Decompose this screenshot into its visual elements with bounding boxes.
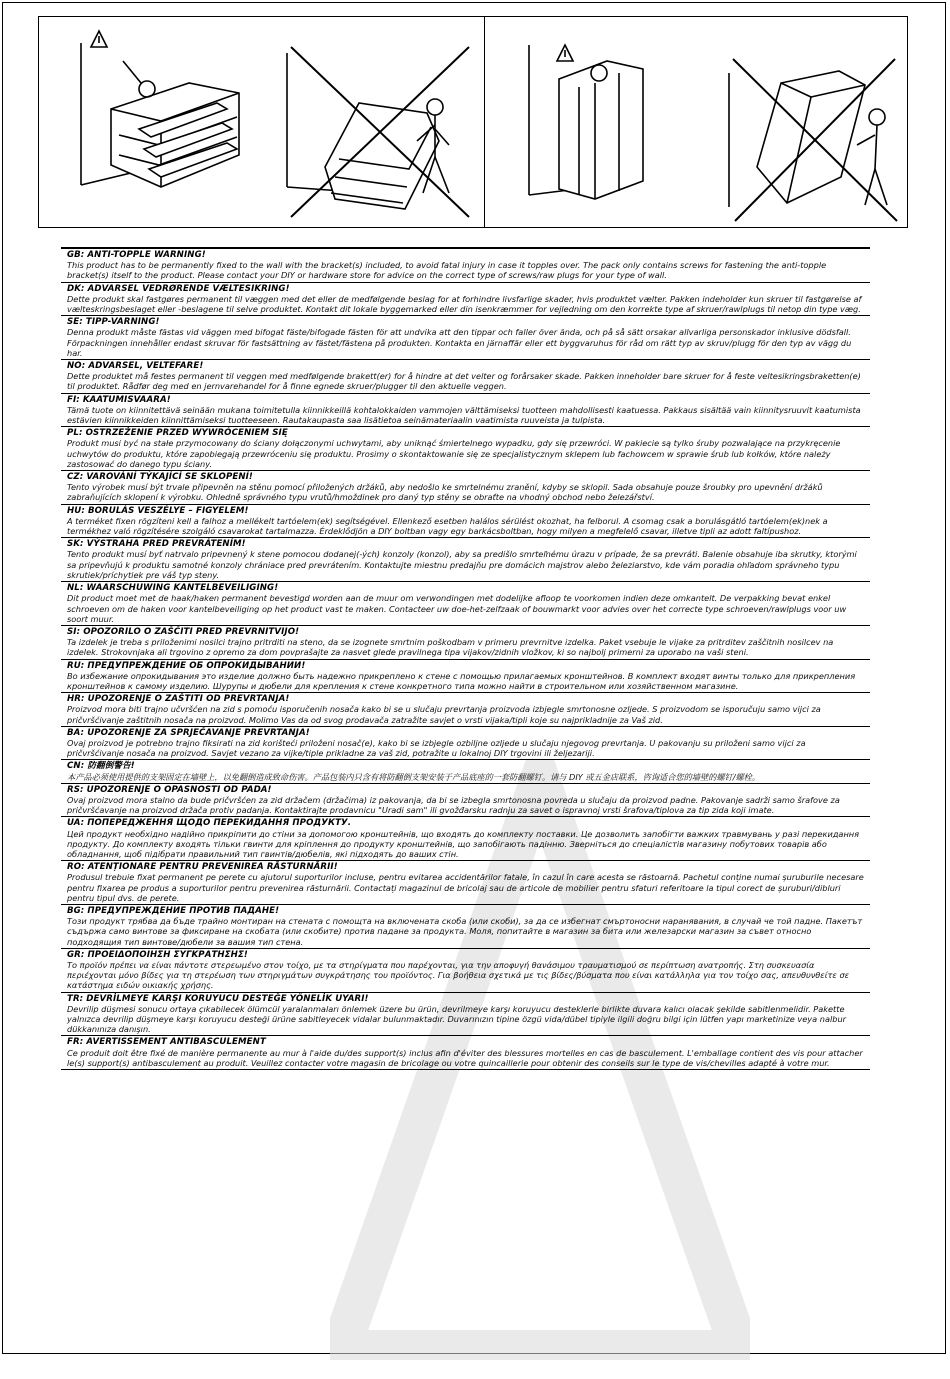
warning-body: Το προϊόν πρέπει να είναι πάντοτε στερεωμένο στον τοίχο, με τα στηρίγματα που παρέχονται, για την αποφυγή θανάσιμου τραυματισμού σε περίπτωση ανατροπής. Στη συσκευασία περιέχονται μόνο βίδες για τη στερέωση των στηριγμάτων συγκράτησης του προϊόντος. Για βοήθεια σχετικά με τις βίδες/βύσματα που είναι κατάλληλα για τον τοίχο σας, απευθυνθείτε σε κατάστημα ειδών οικιακής χρήσης. — [67, 960, 850, 991]
warning-body: Devrilip düşmesi sonucu ortaya çıkabilecek ölümcül yaralanmaları önlemek üzere bu ürün, devrilmeye karşı koruyucu desteklerle birlikte duvara kalıcı olacak şekilde sabitlenmelidir. Pakette yalnızca devrilip düşmeye karşı koruyucu desteği ürüne sabitleyecek vidalar bulunmaktadır. Duvarınızın tipine özgü vida/dübel tipiyle ilgili doğru bilgi için lütfen yapı marketinize veya nalbur dükkanınıza danışın. — [67, 1003, 847, 1035]
warning-block — [61, 427, 870, 471]
warning-body: Ovaj proizvod mora stalno da bude pričvršćen za zid držačem (držačima) iz pakovanja, da bi se izbegla smrtonosna povreda u slučaju da proizvod padne. Pakovanje sadrži samo šrafove za pričvršćavanje na proizvod držača protiv padanja. Kontaktirajte prodavnicu "Uradi sam" ili gvožđarsku radnju za savet o ispravnoj vrsti šrafova/tiplova za tip zida koji imate. — [67, 794, 840, 816]
warning-block — [61, 582, 870, 626]
warning-block — [61, 316, 870, 360]
warning-body: Tämä tuote on kiinnitettävä seinään mukana toimitetulla kiinnikkeillä kohtalokkaiden vammojen välttämiseksi tuotteen mahdollisesti kaatuessa. Pakkaus sisältää vain kiinnitysruuvit kaatumista estävien kiinnikkeiden kiinnittämiseksi tuotteeseen. Rautakaupasta saa lisätietoa seinämateriaalin vaatimista ruuveista ja tulpista. — [67, 404, 861, 426]
warning-block — [61, 249, 870, 283]
dresser-anchored-illustration — [81, 43, 239, 187]
warning-title: HR: UPOZORENJE O ZAŠTITI OD PREVRTANJA! — [67, 694, 290, 705]
warning-title: RU: ПРЕДУПРЕЖДЕНИЕ ОБ ОПРОКИДЫВАНИИ! — [67, 660, 306, 671]
warning-title: CZ: VAROVÁNÍ TÝKAJÍCÍ SE SKLOPENÍ! — [67, 472, 253, 483]
warning-block — [61, 283, 870, 317]
warning-body: Denna produkt måste fästas vid väggen med bifogat fäste/bifogade fästen för att undvika att den tippar och faller över ända, och på så sätt orsakar allvarliga personskador inklusive dödsfall. Förpackningen innehåller endast skruvar för fastsättning av fästet/fästena på produkten. Kontakta en järnaffär eller ett byggvaruhus för råd om rätt typ av skruv/plugg för den typ av vägg du har. — [67, 327, 852, 358]
wardrobe-toppling-illustration — [729, 59, 897, 221]
warnings-list — [61, 247, 870, 1070]
warning-block — [61, 1036, 870, 1070]
warning-title: SK: VÝSTRAHA PRED PREVRÁTENÍM! — [67, 539, 246, 550]
warning-title: CN: 防翻倒警告! — [67, 761, 135, 772]
warning-block — [61, 471, 870, 505]
caution-triangle-icon-left — [91, 31, 107, 47]
illustration-panel — [38, 16, 908, 228]
warning-title: RO: ATENȚIONARE PENTRU PREVENIREA RĂSTURNĂRII! — [67, 862, 338, 873]
warning-block — [61, 360, 870, 394]
warning-block — [61, 817, 870, 861]
warning-body: Ta izdelek je treba s priloženimi nosilci trajno pritrditi na steno, da se izognete smrtnim poškodbam v primeru prevrnitve izdelka. Paket vsebuje le vijake za pritrditev zaščitnih nosilcev na izdelek. Strokovnjaka ali trgovino z opremo za dom povprašajte za nasvet glede pravilnega tipa vijakov/zidnih vložkov, ki so najbolj primerni za uporabo na vaši steni. — [67, 637, 834, 658]
warning-title: RS: UPOZORENJE O OPASNOSTI OD PADA! — [67, 784, 272, 795]
warning-body: Produsul trebuie fixat permanent pe perete cu ajutorul suporturilor incluse, pentru evitarea accidentărilor fatale, în cazul în care acesta se răstoarnă. Pachetul conține numai șuruburile necesare pentru fixarea pe produs a suporturilor pentru prevenirea răsturnării. Contactați magazinul de bricolaj sau de articole de mobilier pentru sfaturi referitoare la tipul corect de șuruburi/dibluri pentru tipul dvs. de perete. — [67, 872, 864, 903]
warning-title: UA: ПОПЕРЕДЖЕННЯ ЩОДО ПЕРЕКИДАННЯ ПРОДУКТУ. — [67, 818, 352, 829]
warning-block — [61, 949, 870, 993]
warning-title: NL: WAARSCHUWING KANTELBEVEILIGING! — [67, 583, 279, 594]
warning-block — [61, 693, 870, 727]
warning-block — [61, 660, 870, 694]
warning-block — [61, 538, 870, 582]
warning-body: A terméket fixen rögzíteni kell a falhoz a mellékelt tartóelem(ek) segítségével. Ellenkező esetben halálos sérülést okozhat, ha felborul. A csomag csak a borulásgátló tartóelem(ek)nek a termékhez való rögzítésére szolgáló csavarokat tartalmazza. Érdeklődjön a DIY boltban vagy egy barkácsboltban, hogy milyen a megfelelő csavar, illetve tipli az adott faltípushoz. — [67, 515, 828, 537]
warning-body: Ce produit doit être fixé de manière permanente au mur à l'aide du/des support(s) inclus afin d'éviter des blessures mortelles en cas de basculement. L'emballage contient des vis pour attacher le(s) support(s) antibasculement au produit. Veuillez contacter votre magasin de bricolage ou votre quincaillerie pour obtenir des conseils sur le type de vis/chevilles adapté à votre mur. — [67, 1047, 863, 1068]
warning-title: GB: ANTI-TOPPLE WARNING! — [67, 250, 206, 260]
warning-title: BA: UPOZORENJE ZA SPRJEČAVANJE PREVRTANJA! — [67, 727, 310, 738]
caution-triangle-icon-right — [557, 45, 573, 61]
warning-title: HU: BORULÁS VESZÉLYE – FIGYELEM! — [67, 505, 249, 516]
warning-body: Dette produkt skal fastgøres permanent til væggen med det eller de medfølgende beslag for at forhindre livsfarlige skader, hvis produktet vælter. Pakken indeholder kun skruer til fastgørelse af vælteskringsbeslaget eller -beslagene til selve produktet. Kontakt dit lokale byggemarked eller din isenkræmmer for vejledning om den korrekte type af skruer/rawlplugs til netop din type væg. — [67, 293, 862, 315]
warning-block — [61, 760, 870, 783]
warning-title: TR: DEVRİLMEYE KARŞI KORUYUCU DESTEĞE YÖNELİK UYARI! — [67, 993, 369, 1004]
illustration-drawing — [39, 17, 909, 229]
warning-body: Proizvod mora biti trajno učvršćen na zid s pomoću isporučenih nosača kako bi se u slučaju prevrtanja proizvoda izbjegle smrtonosne ozljede. S proizvodom se isporučuju samo vijci za pričvršćivanje zaštitnih nosača na proizvod. Molimo Vas da od svog prodavača zatražite savjet o vrsti vijaka/tipli koje su najprikladnije za Vaš zid. — [67, 704, 821, 725]
warning-title: SI: OPOZORILO O ZAŠČITI PRED PREVRNITVIJO! — [67, 626, 300, 637]
warning-body: Dette produktet må festes permanent til veggen med medfølgende brakett(er) for å hindre at det velter og forårsaker skade. Pakken inneholder bare skruer for å feste veltesikringsbraketten(e) til produktet. Rådfør deg med en jernvarehandel for å finne egnede skruer/plugger til den aktuelle veggen. — [67, 371, 861, 392]
warning-title: GR: ΠΡΟΕΙΔΟΠΟΙΗΣΗ ΣΥΓΚΡΑΤΗΣΗΣ! — [67, 949, 248, 960]
warning-title: SE: TIPP-VARNING! — [67, 317, 160, 328]
warning-title: DK: ADVARSEL VEDRØRENDE VÆLTESIKRING! — [67, 283, 290, 294]
warning-title: PL: OSTRZEŻENIE PRZED WYWRÓCENIEM SIĘ — [67, 428, 288, 439]
warning-body: Tento výrobek musí být trvale připevněn na stěnu pomocí přiložených držáků, aby nedošlo ke smrtelnému zranění, kdyby se sklopil. Sada obsahuje pouze šroubky pro upevnění držáků zabraňujících sklopení k výrobku. Ohledně správného typu vrutů/hmoždinek pro daný typ stěny se obraťte na vhodný obchod nebo železářství. — [67, 482, 823, 503]
warning-title: NO: ADVARSEL, VELTEFARE! — [67, 361, 204, 372]
warning-title: FR: AVERTISSEMENT ANTIBASCULEMENT — [67, 1037, 266, 1048]
warning-block — [61, 861, 870, 905]
warning-block — [61, 727, 870, 761]
warning-block — [61, 505, 870, 539]
warning-body: Tento produkt musí byť natrvalo pripevnený k stene pomocou dodanej(-ých) konzoly (konzol), aby sa predišlo smrteľnému úrazu v prípade, že sa prevráti. Balenie obsahuje iba skrutky, ktorými sa pripevňujú k produktu samotné konzoly chrániace pred prevrátením. Kontaktujte miestnu predajňu pre domácich majstrov alebo železiarstvo, kde vám poradia ohľadom správneho typu skrutiek/príchytiek pre váš typ steny. — [67, 549, 857, 580]
dresser-toppling-illustration — [287, 47, 469, 217]
warning-body: Този продукт трябва да бъде трайно монтиран на стената с помощта на включената скоба (или скоби), за да се избегнат смъртоносни наранявания, в случай че той падне. Пакетът съдържа само винтове за фиксиране на скобата (или скобите) против падане за продукта. Моля, попитайте в магазин за бита или железарски магазин за съвет относно подходящия тип винтове/дюбели за вашия тип стена. — [67, 916, 863, 947]
warning-block — [61, 626, 870, 660]
warning-block — [61, 394, 870, 428]
warning-body: Ovaj proizvod je potrebno trajno fiksirati na zid korišteći priloženi nosač(e), kako bi se izbjegle ozbiljne ozljede u slučaju njegovog prevrtanja. U pakovanju su priloženi samo vijci za pričvršćivanje nosača na proizvod. Savjet vezano za vijke/tiple prikladne za vaš zid, potražite u lokalnoj DIY trgovini ili željezariji. — [67, 737, 806, 759]
warning-body: Produkt musi być na stałe przymocowany do ściany dołączonymi uchwytami, aby uniknąć śmiertelnego wypadku, gdy się przewróci. W pakiecie są tylko śruby pozwalające na przykręcenie uchwytów do produktu, które zapobiegają przewróceniu się produktu. Prosimy o skontaktowanie się ze specjalistycznym sklepem lub fachowcem w sprawie śrub lub kołków, które należy zastosować do danego typu ściany. — [67, 438, 841, 469]
warning-body: 本产品必须使用提供的支架固定在墙壁上，以免翻倒造成致命伤害。产品包装内只含有将防翻倒支架安装于产品底座的一套防翻螺钉。请与 DIY 或五金店联系，咨询适合您的墙壁的螺钉/螺栓。 — [67, 771, 761, 782]
warning-body: Dit product moet met de haak/haken permanent bevestigd worden aan de muur om verwondingen met dodelijke afloop te voorkomen indien deze omkantelt. De verpakking bevat enkel schroeven om de haken voor kantelbeveiliging op het product vast te maken. Contacteer uw doe-het-zelfzaak of bouwmarkt voor advies over het correcte type schroeven/rawlplugs voor uw soort muur. — [67, 593, 847, 624]
warning-block — [61, 993, 870, 1037]
warning-body: Цей продукт необхідно надійно прикріпити до стіни за допомогою кронштейнів, що входять до комплекту поставки. Це дозволить запобігти важких травмувань у разі перекидання продукту. До комплекту входять тільки гвинти для кріплення до продукту кронштейнів, що запобігають падінню. Зверніться до спеціалістів магазину побутових товарів або обладнання, щоб підібрати правильний тип гвинтів/дюбелів, які підходять до ваших стін. — [67, 828, 860, 859]
warning-body: Во избежание опрокидывания это изделие должно быть надежно прикреплено к стене с помощью прилагаемых кронштейнов. В комплект входят винты только для прикрепления кронштейнов к самому изделию. Шурупы и дюбели для крепления к стене конкретного типа можно найти в строительном или хозяйственном магазине. — [67, 670, 856, 691]
wardrobe-anchored-illustration — [529, 45, 643, 199]
warning-block — [61, 784, 870, 818]
warning-title: FI: KAATUMISVAARA! — [67, 394, 171, 405]
warning-body: This product has to be permanently fixed to the wall with the bracket(s) included, to avoid fatal injury in case it topples over. The pack only contains screws for fastening the anti-topple bracket(s) itself to the product. Please contact your DIY or hardware store for advice on the correct type of screws/raw plugs for your type of wall. — [67, 260, 827, 281]
warning-block — [61, 905, 870, 949]
warning-title: BG: ПРЕДУПРЕЖДЕНИЕ ПРОТИВ ПАДАНЕ! — [67, 905, 280, 916]
